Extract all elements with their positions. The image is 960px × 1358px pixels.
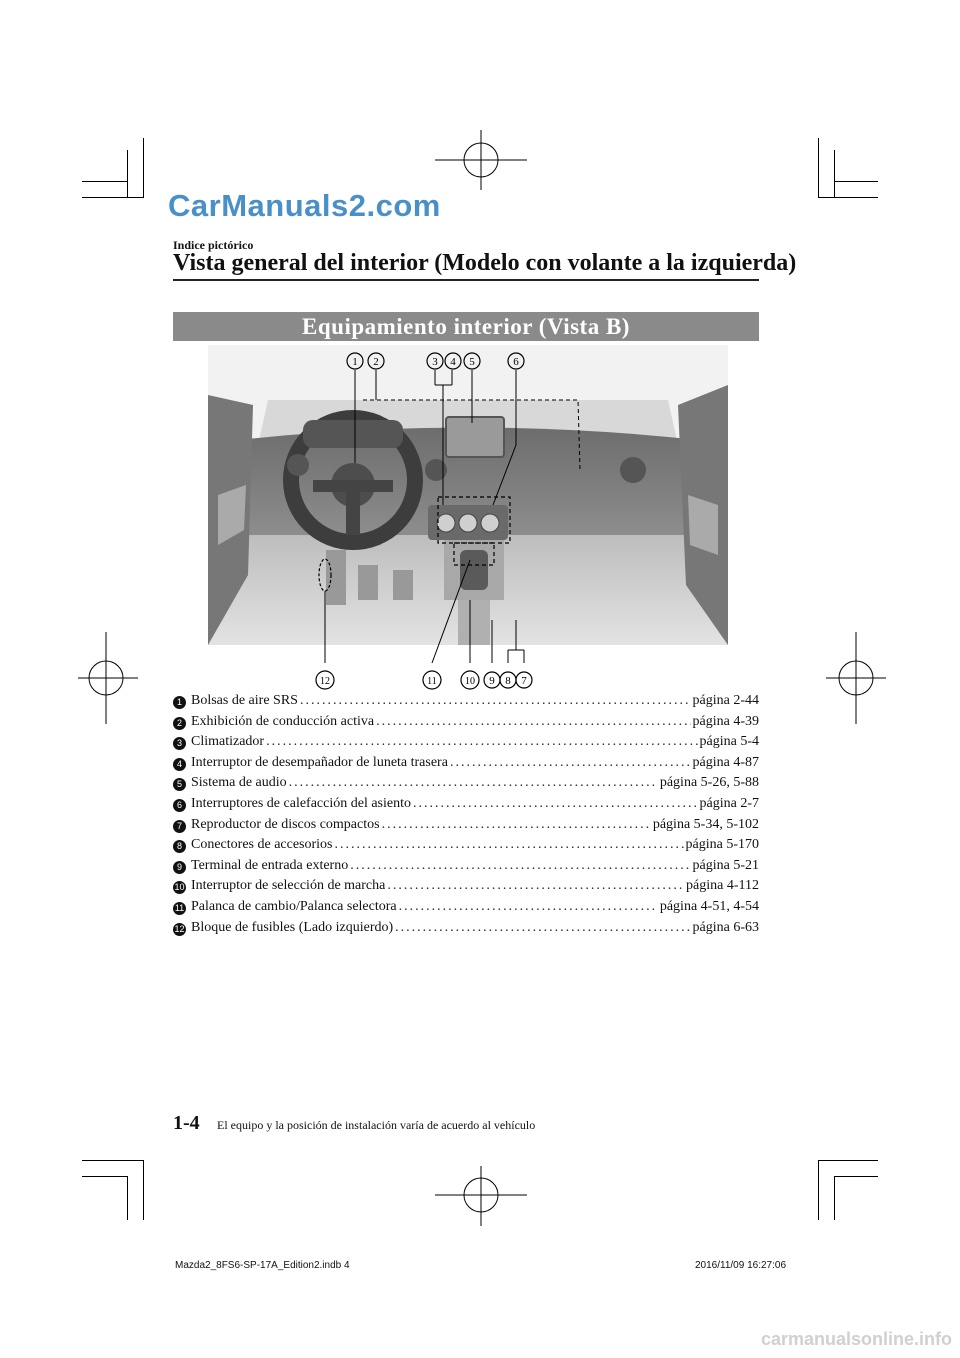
legend-item [173,796,759,817]
crop-mark [818,197,878,198]
registration-mark [435,130,527,190]
crop-mark [127,150,128,198]
page-reference: página 4-87 [692,754,759,770]
crop-mark [82,1160,144,1161]
item-number-icon: 6 [173,799,186,812]
legend-item [173,817,759,838]
page-number: 1-4 [173,1112,200,1134]
title-divider [173,279,759,281]
crop-mark [127,1176,128,1220]
leader-dots [350,858,690,874]
callout-7 [516,672,532,688]
callout-8 [500,672,516,688]
legend-label: Bloque de fusibles (Lado izquierdo) [191,919,394,935]
registration-mark [826,632,886,724]
legend-label: Interruptor de desempañador de luneta trasera [191,754,448,770]
callout-10 [461,671,479,689]
svg-text:10: 10 [465,676,475,687]
crop-mark [82,1176,128,1177]
item-number-icon: 2 [173,717,186,730]
section-label: Indice pictórico [173,238,254,252]
item-number-icon: 3 [173,737,186,750]
watermark-logo: CarManuals2.com [168,188,441,223]
leader-dots [399,899,658,915]
svg-text:5: 5 [469,356,475,368]
leader-dots [300,693,691,709]
legend-item [173,755,759,776]
svg-text:3: 3 [432,356,438,368]
callout-9 [484,672,500,688]
legend-item [173,858,759,879]
legend-label: Palanca de cambio/Palanca selectora [191,898,397,914]
legend-label: Climatizador [191,734,265,750]
registration-mark [435,1166,527,1226]
page-reference: página 5-34, 5-102 [652,816,759,832]
svg-text:2: 2 [373,356,379,368]
legend-item [173,920,759,941]
svg-text:7: 7 [521,675,527,687]
registration-mark [78,632,138,724]
svg-text:1: 1 [352,356,358,368]
legend-label: Conectores de accesorios [191,837,333,853]
legend-item [173,837,759,858]
section-banner: Equipamiento interior (Vista B) [173,312,759,341]
legend-label: Terminal de entrada externo [191,857,349,873]
callout-12 [316,671,334,689]
leader-dots [387,878,684,894]
item-number-icon: 7 [173,820,186,833]
legend-label: Bolsas de aire SRS [191,693,298,708]
item-number-icon: 12 [174,923,185,934]
legend-item [173,734,759,755]
svg-text:8: 8 [505,675,511,687]
crop-mark [818,1160,819,1220]
svg-text:4: 4 [450,356,456,368]
legend-item [173,775,759,796]
page-reference: página 4-39 [692,713,759,729]
item-number-icon: 8 [173,840,186,853]
item-number-icon: 10 [174,882,185,893]
svg-text:11: 11 [427,676,437,687]
item-number-icon: 9 [173,861,186,874]
item-number-icon: 11 [174,902,185,913]
legend-item [173,693,759,714]
page-reference: página 5-4 [699,734,759,750]
svg-text:6: 6 [513,356,519,368]
legend-label: Reproductor de discos compactos [191,816,380,832]
callout-11 [423,671,441,689]
leader-dots [413,796,698,812]
page-reference: página 5-21 [692,857,759,873]
page-reference: página 5-170 [685,837,759,853]
site-watermark[interactable]: carmanualsonline.info [760,1329,952,1349]
footer-note: El equipo y la posición de instalación varía de acuerdo al vehículo [217,1118,536,1132]
page-title: Vista general del interior (Modelo con volante a la izquierda) [173,250,797,276]
leader-dots [450,755,691,771]
svg-text:9: 9 [489,675,495,687]
page-reference: página 5-26, 5-88 [659,775,759,791]
page-reference: página 4-51, 4-54 [659,898,759,914]
interior-illustration [208,345,728,695]
legend-item [173,714,759,735]
component-legend [173,693,759,940]
page-reference: página 2-44 [692,693,759,708]
leader-dots [266,734,697,750]
svg-text:12: 12 [320,676,330,687]
legend-label: Interruptores de calefacción del asiento [191,795,412,811]
item-number-icon: 5 [173,778,186,791]
item-number-icon: 1 [173,696,186,709]
crop-mark [834,150,835,198]
crop-mark [834,1176,835,1220]
crop-mark [143,138,144,198]
leader-dots [335,837,684,853]
crop-mark [143,1160,144,1220]
crop-mark [834,181,878,182]
legend-item [173,899,759,920]
crop-mark [82,197,144,198]
legend-label: Exhibición de conducción activa [191,713,375,729]
crop-mark [818,138,819,198]
print-timestamp: 2016/11/09 16:27:06 [695,1260,787,1271]
page-reference: página 6-63 [692,919,759,935]
legend-label: Sistema de audio [191,775,287,791]
crop-mark [834,1176,878,1177]
leader-dots [376,714,690,730]
leader-dots [395,920,690,936]
leader-dots [382,817,651,833]
page-reference: página 2-7 [699,795,759,811]
page-reference: página 4-112 [686,878,759,894]
legend-label: Interruptor de selección de marcha [191,878,386,894]
crop-mark [82,181,128,182]
print-file-name: Mazda2_8FS6-SP-17A_Edition2.indb 4 [175,1260,350,1271]
leader-dots [289,775,658,791]
item-number-icon: 4 [173,758,186,771]
legend-item [173,878,759,899]
crop-mark [818,1160,878,1161]
